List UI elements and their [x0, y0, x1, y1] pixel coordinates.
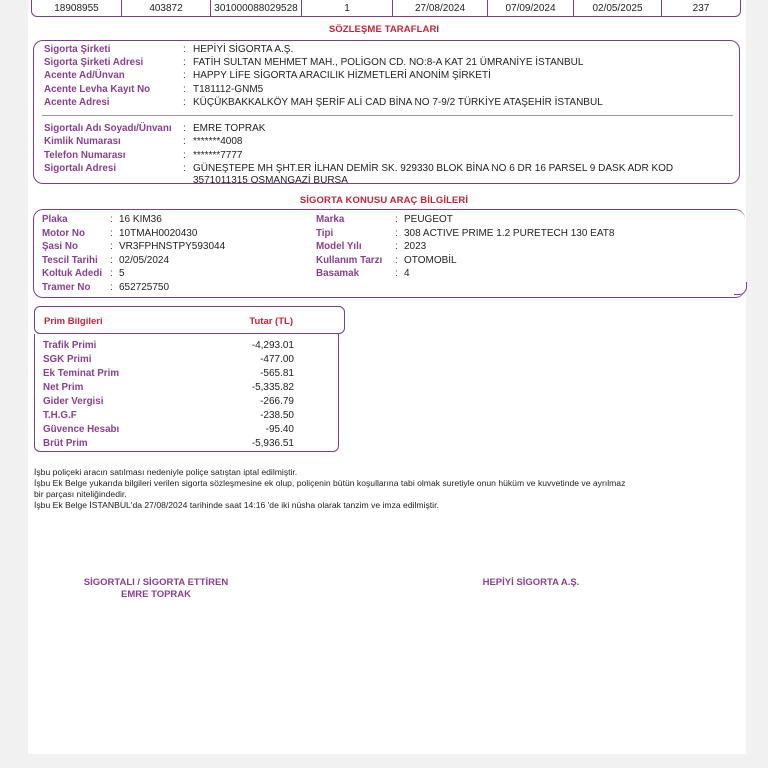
field-label: Şasi No	[42, 241, 78, 252]
company-signature-block	[466, 577, 596, 589]
field-row	[0, 174, 768, 187]
note-line: İşbu Ek Belge yukarıda bilgileri verilen sigorta sözleşmesine ek olup, poliçenin bütün koşullarına tabi olmak suretiyle onun hüküm ve kuvvetinde ve ayrılmaz	[34, 478, 626, 488]
field-value: 652725750	[119, 282, 170, 293]
policy-cell: 27/08/2024	[393, 0, 488, 16]
field-colon: :	[183, 136, 186, 147]
field-label: Acente Ad/Ünvan	[44, 70, 125, 81]
page-bottom-margin	[0, 754, 768, 768]
field-colon: :	[395, 255, 398, 266]
policy-cell: 18908955	[32, 0, 122, 16]
field-row	[0, 135, 768, 148]
field-colon: :	[183, 150, 186, 161]
field-value: PEUGEOT	[404, 214, 453, 225]
policy-cell: 403872	[122, 0, 211, 16]
field-colon: :	[110, 268, 113, 279]
field-label: Sigorta Şirketi	[44, 44, 111, 55]
field-colon: :	[183, 123, 186, 134]
insured-signature-name: EMRE TOPRAK	[120, 589, 192, 600]
field-value: T181112-GNM5	[193, 84, 264, 95]
field-label: Motor No	[42, 228, 85, 239]
premium-value: -95.40	[265, 424, 294, 435]
field-value: HEPİYİ SİGORTA A.Ş.	[193, 44, 294, 55]
note-line: İşbu poliçeki aracın satılması nedeniyle poliçe satıştan iptal edilmiştir.	[34, 467, 298, 477]
premium-value: -266.79	[260, 396, 294, 407]
premium-label: Gider Vergisi	[43, 396, 104, 407]
field-row	[0, 281, 320, 294]
field-label: Tipi	[316, 228, 334, 239]
field-row	[0, 56, 768, 69]
note-line: İşbu Ek Belge İSTANBUL'da 27/08/2024 tarihinde saat 14:16 'de iki nüsha olarak tanzim ve imza edilmiştir.	[34, 500, 439, 510]
field-label: Plaka	[42, 214, 68, 225]
premium-row	[43, 437, 294, 450]
field-row	[0, 69, 768, 82]
field-value: HAPPY LİFE SİGORTA ARACILIK HİZMETLERİ ANONİM ŞİRKETİ	[193, 70, 491, 81]
policy-notes	[34, 467, 734, 511]
field-value: 4	[404, 268, 410, 279]
field-row	[0, 240, 740, 253]
premium-row	[43, 367, 294, 380]
field-colon: :	[395, 241, 398, 252]
field-value: FATİH SULTAN MEHMET MAH., POLİGON CD. NO:8-A KAT 21 ÜMRANİYE İSTANBUL	[193, 57, 584, 68]
field-row	[0, 122, 768, 135]
field-colon: :	[110, 228, 113, 239]
page-left-margin	[0, 0, 28, 768]
field-row	[0, 213, 740, 226]
field-row	[0, 227, 740, 240]
premium-label: Trafik Primi	[43, 340, 97, 351]
field-value: *******4008	[193, 136, 243, 147]
field-colon: :	[110, 241, 113, 252]
field-colon: :	[183, 57, 186, 68]
field-value: 3571011315 OSMANGAZİ BURSA	[193, 175, 348, 186]
premium-row	[43, 395, 294, 408]
field-value: 308 ACTIVE PRIME 1.2 PURETECH 130 EAT8	[404, 228, 615, 239]
premium-row	[43, 353, 294, 366]
vehicle-section-title: SİGORTA KONUSU ARAÇ BİLGİLERİ	[299, 195, 469, 206]
note-line: bir parçası niteliğindedir.	[34, 489, 127, 499]
field-row	[0, 267, 740, 280]
policy-header-table	[31, 0, 741, 17]
field-row	[0, 254, 740, 267]
field-value: OTOMOBİL	[404, 255, 457, 266]
premium-label: Brüt Prim	[43, 438, 88, 449]
policy-cell: 02/05/2025	[574, 0, 662, 16]
field-value: 16 KIM36	[119, 214, 162, 225]
field-colon: :	[395, 228, 398, 239]
field-row	[0, 96, 768, 109]
field-colon: :	[183, 97, 186, 108]
field-value: KÜÇÜKBAKKALKÖY MAH ŞERİF ALİ CAD BİNA NO 7-9/2 TÜRKİYE ATAŞEHİR İSTANBUL	[193, 97, 603, 108]
field-colon: :	[183, 44, 186, 55]
field-label: Sigortalı Adresi	[44, 163, 117, 174]
field-colon: :	[110, 214, 113, 225]
policy-cell: 1	[302, 0, 393, 16]
field-value: EMRE TOPRAK	[193, 123, 266, 134]
insured-signature-title: SİGORTALI / SİGORTA ETTİREN	[83, 577, 229, 588]
field-label: Marka	[316, 214, 345, 225]
field-value: GÜNEŞTEPE MH ŞHT.ER İLHAN DEMİR SK. 929330 BLOK BİNA NO 6 DR 16 PARSEL 9 DASK ADR KOD	[193, 163, 674, 174]
premium-row	[43, 423, 294, 436]
premium-row	[43, 409, 294, 422]
field-label: Model Yılı	[316, 241, 362, 252]
field-label: Kimlik Numarası	[44, 136, 121, 147]
policy-cell: 07/09/2024	[488, 0, 574, 16]
field-colon: :	[183, 70, 186, 81]
premium-row	[43, 339, 294, 352]
policy-cell: 237	[692, 2, 710, 14]
premium-label: Güvence Hesabı	[43, 424, 120, 435]
insured-signature-block	[64, 577, 248, 601]
premium-header-amount: Tutar (TL)	[249, 316, 293, 327]
premium-value: -565.81	[260, 368, 294, 379]
field-colon: :	[395, 214, 398, 225]
field-row	[0, 43, 768, 56]
field-label: Tramer No	[42, 282, 91, 293]
premium-table	[34, 334, 339, 452]
field-colon: :	[110, 282, 113, 293]
field-value: 2023	[404, 241, 427, 252]
field-value: *******7777	[193, 150, 243, 161]
parties-section-title: SÖZLEŞME TARAFLARI	[328, 24, 440, 35]
premium-value: -4,293.01	[251, 340, 294, 351]
company-signature-title: HEPİYİ SİGORTA A.Ş.	[482, 577, 580, 588]
field-label: Kullanım Tarzı	[316, 255, 383, 266]
field-value: 10TMAH0020430	[119, 228, 198, 239]
parties-divider	[42, 115, 733, 116]
field-colon: :	[110, 255, 113, 266]
premium-header	[34, 306, 345, 334]
premium-label: SGK Primi	[43, 354, 92, 365]
field-value: VR3FPHNSTPY593044	[119, 241, 226, 252]
field-label: Acente Adresi	[44, 97, 110, 108]
field-label: Tescil Tarihi	[42, 255, 98, 266]
premium-row	[43, 381, 294, 394]
field-colon: :	[395, 268, 398, 279]
premium-value: -5,936.51	[251, 438, 294, 449]
field-value: 02/05/2024	[119, 255, 170, 266]
premium-label: T.H.G.F	[43, 410, 77, 421]
premium-label: Net Prim	[43, 382, 84, 393]
premium-value: -477.00	[260, 354, 294, 365]
field-value: 5	[119, 268, 125, 279]
field-label: Basamak	[316, 268, 360, 279]
field-label: Sigortalı Adı Soyadı/Ünvanı	[44, 123, 172, 134]
field-label: Telefon Numarası	[44, 150, 126, 161]
field-row	[0, 149, 768, 162]
field-label: Sigorta Şirketi Adresi	[44, 57, 144, 68]
premium-value: -5,335.82	[251, 382, 294, 393]
field-colon: :	[183, 163, 186, 174]
page-right-margin	[746, 0, 768, 768]
premium-header-label: Prim Bilgileri	[44, 316, 103, 327]
field-row	[0, 83, 768, 96]
policy-cell: 301000088029528	[211, 0, 302, 16]
field-label: Koltuk Adedi	[42, 268, 103, 279]
field-colon: :	[183, 84, 186, 95]
premium-label: Ek Teminat Prim	[43, 368, 120, 379]
field-label: Acente Levha Kayıt No	[44, 84, 151, 95]
premium-value: -238.50	[260, 410, 294, 421]
